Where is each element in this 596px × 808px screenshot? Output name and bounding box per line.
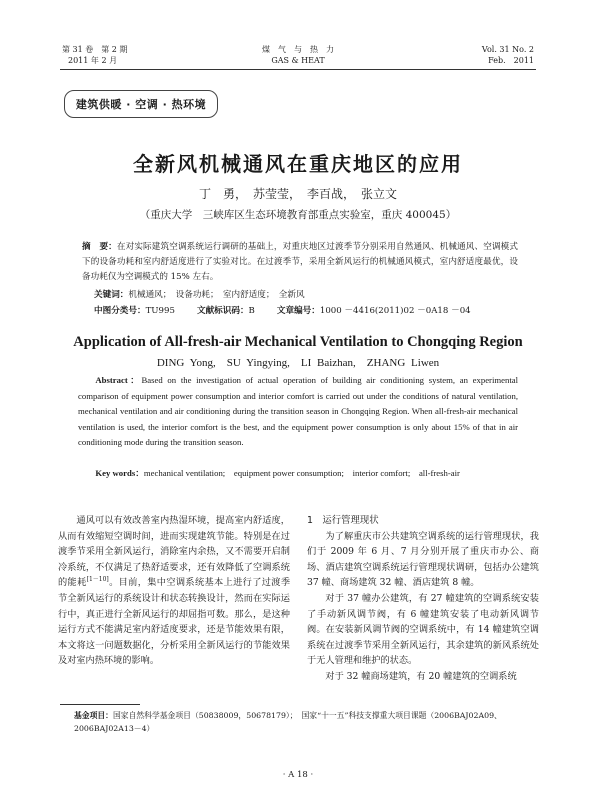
keywords-en — [78, 466, 518, 482]
body-column-right — [307, 513, 539, 685]
header-journal-zh: 煤 气 与 热 力 — [262, 45, 334, 54]
section-tag: 建筑供暖 · 空调 · 热环境 — [64, 90, 218, 118]
abstract-en-text: Based on the investigation of actual operation of building air conditioning system, an experimental comparison of equipment power consumption and interior comfort is carried out under the conditions of natural ventilation, mechanical ventilation and air conditioning during the transition season in Chongqing Region. When all-fresh-air mechanical ventilation is used, the interior comfort is the best, and the equipment power consumption is only about 15% of that in air conditioning mode during the transition season. — [78, 375, 518, 448]
doc-code-value: B — [248, 306, 255, 316]
header-volume-en: Vol. 31 No. 2 — [481, 45, 534, 54]
affiliation-zh: （重庆大学 三峡库区生态环境教育部重点实验室，重庆 400045） — [139, 209, 457, 221]
abstract-en — [78, 373, 518, 451]
funding-note — [74, 709, 544, 735]
article-no-label: 文章编号： — [276, 306, 320, 316]
funding-text: 国家自然科学基金项目（50838009，50678179）； 国家“十一五”科技支撑重大项目课题（2006BAJ02A09、2006BAJ02A13－4） — [74, 711, 502, 733]
header-date-zh: 2011 年 2 月 — [68, 56, 118, 65]
header-volume-zh: 第 31 卷 第 2 期 — [62, 45, 128, 54]
abstract-zh-label: 摘 要： — [82, 242, 117, 252]
keywords-zh-text: 机械通风； 设备功耗； 室内舒适度； 全新风 — [128, 290, 305, 300]
section1-paragraph-3: 对于 32 幢商场建筑，有 20 幢建筑的空调系统 — [325, 670, 517, 682]
authors-en: DING Yong, SU Yingying, LI Baizhan, ZHANG Liwen — [156, 357, 440, 369]
intro-text-a: 通风可以有效改善室内热湿环境，提高室内舒适度，从而有效缩短空调时间，进而实现建筑节能。特别是在过渡季节采用全新风运行，消除室内余热，又不需要开启制冷系统，不仅满足了热舒适要求，还有效降低了空调系统的能耗 — [58, 515, 290, 589]
keywords-en-text: mechanical ventilation; equipment power consumption; interior comfort; all-fresh-air — [143, 468, 460, 478]
abstract-zh-text: 在对实际建筑空调系统运行调研的基础上，对重庆地区过渡季节分别采用自然通风、机械通风、空调模式下的设备功耗和室内舒适度进行了实验对比。在过渡季节，采用全新风运行的机械通风模式，室内舒适度最优，设备功耗仅为空调模式的 15% 左右。 — [82, 242, 518, 282]
section1-paragraph-2: 对于 37 幢办公建筑，有 27 幢建筑的空调系统安装了手动新风调节阀，有 6 幢建筑安装了电动新风调节阀。在安装新风调节阀的空调系统中，有 14 幢建筑空调系统在过渡季节采用全新风运行，其余建筑的新风系统处于无人管理和维护的状态。 — [307, 592, 539, 667]
article-title-zh: 全新风机械通风在重庆地区的应用 — [133, 152, 463, 176]
footnote-divider — [60, 704, 140, 705]
intro-text-b: 。目前，集中空调系统基本上进行了过渡季节全新风运行的系统设计和状态转换设计，然而在实际运行中，真正进行全新风运行的却屈指可数。那么，是这种运行方式不能满足室内舒适度要求，还是节能效果有限，本文将这一问题数据化，分析采用全新风运行的节能效果及对室内热环境的影响。 — [58, 577, 291, 667]
clc-label: 中图分类号： — [94, 306, 146, 316]
section-heading-1: 1 运行管理现状 — [307, 515, 379, 526]
authors-zh: 丁 勇， 苏莹莹， 李百战， 张立文 — [198, 187, 397, 201]
header-issue-en — [482, 44, 534, 66]
intro-paragraph — [58, 513, 290, 669]
header-divider — [60, 69, 536, 70]
article-title-en: Application of All-fresh-air Mechanical Ventilation to Chongqing Region — [73, 334, 523, 350]
citation-ref: [1－10] — [86, 576, 109, 584]
body-column-left — [58, 513, 290, 669]
abstract-zh — [82, 240, 518, 285]
clc-value: TU995 — [145, 306, 175, 316]
article-no-value: 1000 －4416(2011)02 －0A18 －04 — [319, 306, 471, 316]
page-number: · A 18 · — [282, 770, 314, 780]
keywords-zh — [94, 288, 305, 303]
header-journal-en: GAS & HEAT — [271, 56, 325, 65]
classification-line — [94, 304, 471, 319]
section1-paragraph-1: 为了解重庆市公共建筑空调系统的运行管理现状，我们于 2009 年 6 月、7 月分别开展了重庆市办公、商场、酒店建筑空调系统运行管理现状调研，包括办公建筑 37 幢、商场建筑 32 幢、酒店建筑 8 幢。 — [307, 530, 539, 589]
abstract-en-label: Abstract： — [95, 375, 142, 385]
doc-code-label: 文献标识码： — [196, 306, 249, 316]
keywords-zh-label: 关键词： — [94, 290, 129, 300]
keywords-en-label: Key words： — [95, 468, 144, 478]
header-date-en: Feb. 2011 — [488, 56, 534, 65]
funding-label: 基金项目： — [74, 711, 113, 720]
